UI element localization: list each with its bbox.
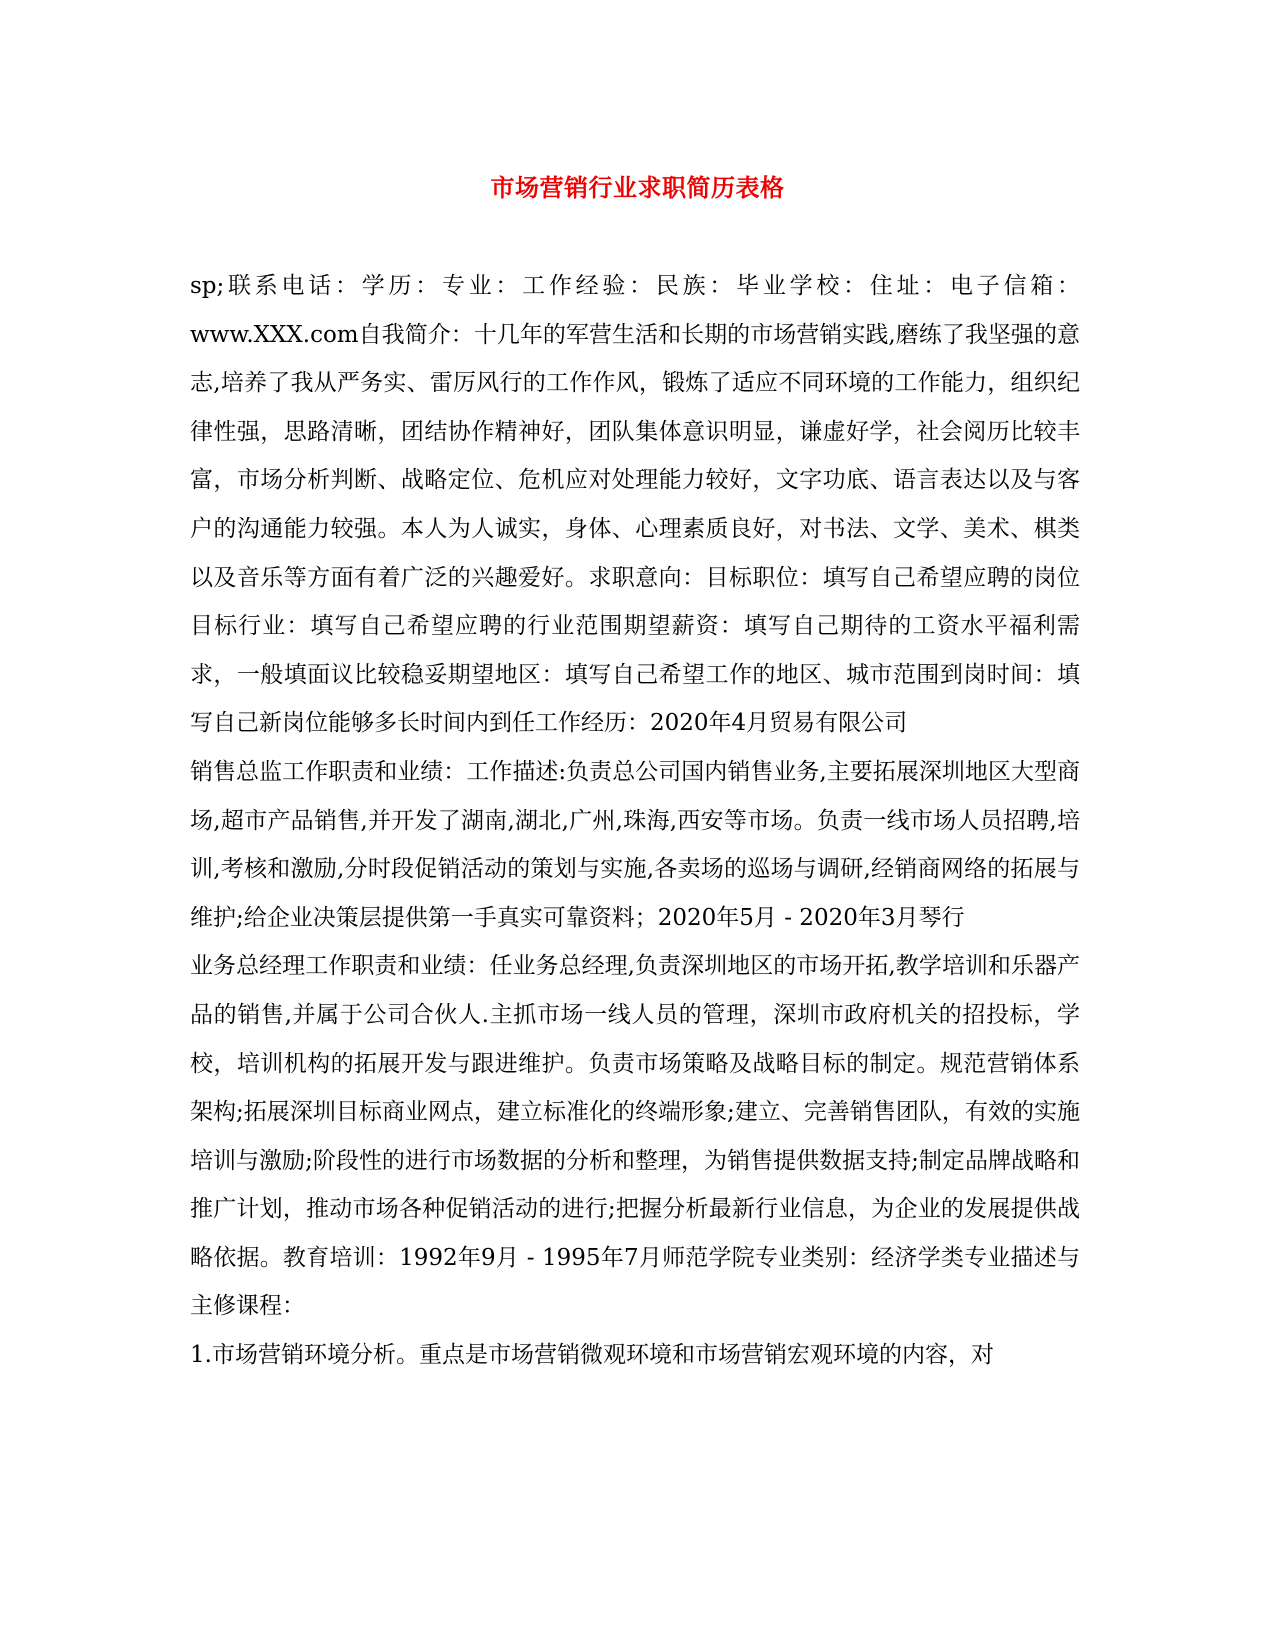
paragraph-sales-director: 销售总监工作职责和业绩：工作描述:负责总公司国内销售业务,主要拓展深圳地区大型商场,超市产品销售,并开发了湖南,湖北,广州,珠海,西安等市场。负责一线市场人员招聘,培训,考核和激励,分时段促销活动的策划与实施,各卖场的巡场与调研,经销商网络的拓展与维护;给企业决策层提供第一手真实可靠资料；2020年5月 - 2020年3月琴行 [190,758,1080,931]
paragraph-intro: sp;联系电话：学历：专业：工作经验：民族：毕业学校：住址：电子信箱：www.XXX.com自我简介：十几年的军营生活和长期的市场营销实践,磨练了我坚强的意志,培养了我从严务实、雷厉风行的工作作风，锻炼了适应不同环境的工作能力，组织纪律性强，思路清晰，团结协作精神好，团队集体意识明显，谦虚好学，社会阅历比较丰富，市场分析判断、战略定位、危机应对处理能力较好，文字功底、语言表达以及与客户的沟通能力较强。本人为人诚实，身体、心理素质良好，对书法、文学、美术、棋类以及音乐等方面有着广泛的兴趣爱好。求职意向：目标职位：填写自己希望应聘的岗位目标行业：填写自己希望应聘的行业范围期望薪资：填写自己期待的工资水平福利需求，一般填面议比较稳妥期望地区：填写自己希望工作的地区、城市范围到岗时间：填写自己新岗位能够多长时间内到任工作经历：2020年4月贸易有限公司 [190,273,1080,737]
paragraph-course-1: 1.市场营销环境分析。重点是市场营销微观环境和市场营销宏观环境的内容，对 [190,1342,994,1369]
document-body [190,262,1080,1380]
document-title: 市场营销行业求职简历表格 [490,173,785,202]
paragraph-general-manager: 业务总经理工作职责和业绩：任业务总经理,负责深圳地区的市场开拓,教学培训和乐器产品的销售,并属于公司合伙人.主抓市场一线人员的管理，深圳市政府机关的招投标，学校，培训机构的拓展开发与跟进维护。负责市场策略及战略目标的制定。规范营销体系架构;拓展深圳目标商业网点，建立标准化的终端形象;建立、完善销售团队，有效的实施培训与激励;阶段性的进行市场数据的分析和整理，为销售提供数据支持;制定品牌战略和推广计划，推动市场各种促销活动的进行;把握分析最新行业信息，为企业的发展提供战略依据。教育培训：1992年9月 - 1995年7月师范学院专业类别：经济学类专业描述与主修课程： [190,953,1080,1320]
